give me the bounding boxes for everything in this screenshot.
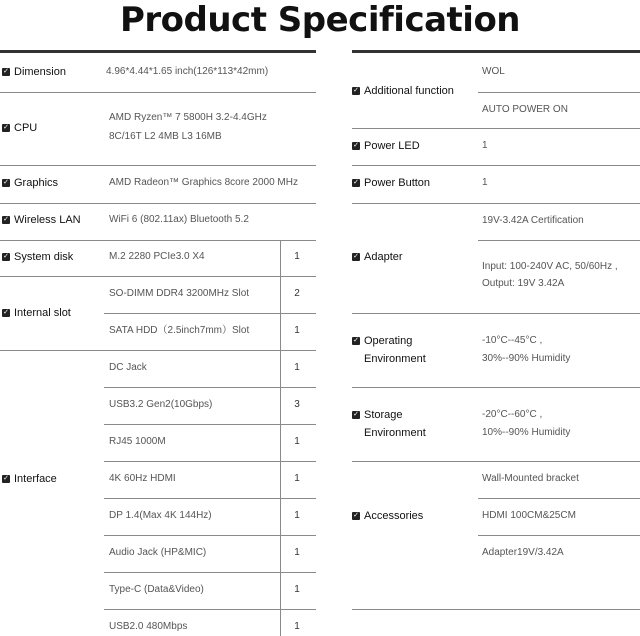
checkbox-icon xyxy=(2,309,10,317)
row-divider xyxy=(352,609,640,610)
row-divider xyxy=(0,350,316,351)
checkbox-icon xyxy=(2,253,10,261)
spec-adapter-certification: 19V-3.42A Certification xyxy=(482,215,584,226)
top-rule-right xyxy=(352,50,640,53)
spec-power-led-value: 1 xyxy=(482,140,488,151)
spec-additional-value: AUTO POWER ON xyxy=(482,104,568,115)
spec-power-button-value: 1 xyxy=(482,177,488,188)
spec-storage-temp: -20°C--60°C , xyxy=(482,409,543,420)
interface-row-qty: 1 xyxy=(294,621,300,632)
storage-label-line1: Storage xyxy=(364,409,403,421)
checkbox-icon xyxy=(2,179,10,187)
interface-row-qty: 1 xyxy=(294,473,300,484)
interface-row-value: USB3.2 Gen2(10Gbps) xyxy=(109,399,213,410)
interface-row-value: Audio Jack (HP&MIC) xyxy=(109,547,207,558)
spec-adapter-input: Input: 100-240V AC, 50/60Hz , xyxy=(482,261,618,272)
row-divider xyxy=(478,535,640,536)
row-divider xyxy=(104,535,316,536)
checkbox-icon xyxy=(352,179,360,187)
checkbox-icon xyxy=(2,124,10,132)
row-divider xyxy=(478,92,640,93)
checkbox-icon xyxy=(2,475,10,483)
spec-internal-slot-qty: 1 xyxy=(294,325,300,336)
checkbox-icon xyxy=(352,253,360,261)
checkbox-icon xyxy=(352,512,360,520)
spec-cpu-value-line1: AMD Ryzen™ 7 5800H 3.2-4.4GHz xyxy=(109,112,267,123)
interface-row-qty: 3 xyxy=(294,399,300,410)
spec-internal-slot-value: SO-DIMM DDR4 3200MHz Slot xyxy=(109,288,250,299)
row-divider xyxy=(0,92,316,93)
spec-operating-humidity: 30%--90% Humidity xyxy=(482,353,571,364)
interface-row-value: DC Jack xyxy=(109,362,147,373)
interface-row-qty: 1 xyxy=(294,362,300,373)
row-divider xyxy=(104,461,316,462)
checkbox-icon xyxy=(2,216,10,224)
row-divider xyxy=(0,165,316,166)
row-divider xyxy=(478,498,640,499)
operating-label-line1: Operating xyxy=(364,335,413,347)
accessory-item: HDMI 100CM&25CM xyxy=(482,510,576,521)
interface-row-value: DP 1.4(Max 4K 144Hz) xyxy=(109,510,212,521)
spec-cpu-label: ✓ CPU xyxy=(2,119,37,137)
spec-dimension-label: ✓ Dimension xyxy=(2,63,66,81)
checkbox-icon xyxy=(2,68,10,76)
spec-interface-label: ✓ Interface xyxy=(2,470,57,488)
checkbox-icon xyxy=(352,142,360,150)
interface-row-value: 4K 60Hz HDMI xyxy=(109,473,176,484)
row-divider xyxy=(0,276,316,277)
interface-row-qty: 1 xyxy=(294,547,300,558)
spec-operating-label xyxy=(352,332,426,368)
interface-row-qty: 1 xyxy=(294,436,300,447)
checkbox-icon xyxy=(352,411,360,419)
spec-system-disk-label: ✓ System disk xyxy=(2,248,73,266)
spec-additional-value: WOL xyxy=(482,66,505,77)
interface-row-qty: 1 xyxy=(294,510,300,521)
row-divider xyxy=(104,424,316,425)
spec-internal-slot-label: ✓ Internal slot xyxy=(2,304,71,322)
interface-row-value: Type-C (Data&Video) xyxy=(109,584,204,595)
row-divider xyxy=(352,203,640,204)
checkbox-icon xyxy=(352,337,360,345)
spec-power-led-label: ✓ Power LED xyxy=(352,137,420,155)
spec-storage-label xyxy=(352,406,426,442)
row-divider xyxy=(0,203,316,204)
row-divider xyxy=(352,387,640,388)
interface-row-value: RJ45 1000M xyxy=(109,436,166,447)
accessory-item: Wall-Mounted bracket xyxy=(482,473,579,484)
spec-wireless-label: ✓ Wireless LAN xyxy=(2,211,81,229)
row-divider xyxy=(352,165,640,166)
row-divider xyxy=(352,313,640,314)
spec-accessories-label: ✓ Accessories xyxy=(352,507,423,525)
storage-label-line2: Environment xyxy=(364,427,426,439)
spec-dimension-value: 4.96*4.44*1.65 inch(126*113*42mm) xyxy=(106,66,269,77)
spec-internal-slot-value: SATA HDD（2.5inch7mm）Slot xyxy=(109,325,250,336)
operating-label-line2: Environment xyxy=(364,353,426,365)
spec-graphics-label: ✓ Graphics xyxy=(2,174,58,192)
row-divider xyxy=(478,240,640,241)
accessory-item: Adapter19V/3.42A xyxy=(482,547,564,558)
spec-wireless-value: WiFi 6 (802.11ax) Bluetooth 5.2 xyxy=(109,214,249,225)
spec-storage-humidity: 10%--90% Humidity xyxy=(482,427,571,438)
spec-system-disk-qty: 1 xyxy=(294,251,300,262)
spec-power-button-label: ✓ Power Button xyxy=(352,174,430,192)
row-divider xyxy=(104,572,316,573)
row-divider xyxy=(104,498,316,499)
top-rule-left xyxy=(0,50,316,53)
spec-additional-function-label: ✓ Additional function xyxy=(352,82,454,100)
spec-adapter-output: Output: 19V 3.42A xyxy=(482,278,565,289)
spec-adapter-label: ✓ Adapter xyxy=(352,248,403,266)
row-divider xyxy=(104,313,316,314)
row-divider xyxy=(352,461,640,462)
spec-cpu-value-line2: 8C/16T L2 4MB L3 16MB xyxy=(109,131,222,142)
spec-internal-slot-qty: 2 xyxy=(294,288,300,299)
checkbox-icon xyxy=(352,87,360,95)
page-title: Product Specification xyxy=(119,0,521,40)
row-divider xyxy=(0,240,316,241)
interface-row-value: USB2.0 480Mbps xyxy=(109,621,188,632)
interface-row-qty: 1 xyxy=(294,584,300,595)
spec-operating-temp: -10°C--45°C , xyxy=(482,335,543,346)
row-divider xyxy=(352,128,640,129)
spec-system-disk-value: M.2 2280 PCIe3.0 X4 xyxy=(109,251,205,262)
spec-graphics-value: AMD Radeon™ Graphics 8core 2000 MHz xyxy=(109,177,298,188)
row-divider xyxy=(104,387,316,388)
row-divider xyxy=(104,609,316,610)
